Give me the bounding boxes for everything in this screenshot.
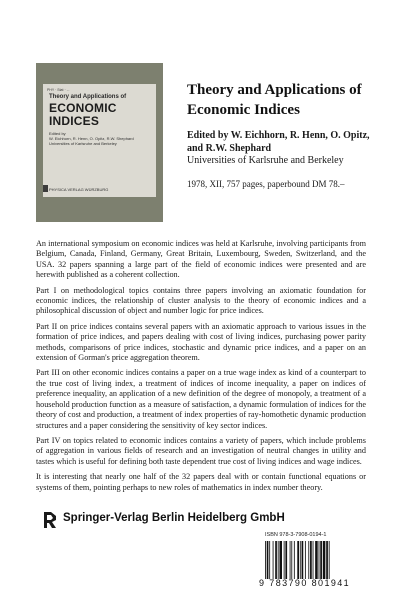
barcode-bar <box>291 541 292 579</box>
barcode-bar <box>305 541 306 579</box>
barcode-bar <box>315 541 318 579</box>
barcode <box>263 541 373 579</box>
barcode-bar <box>329 541 330 579</box>
barcode-bar <box>279 541 282 579</box>
cover-big-title <box>49 102 117 128</box>
publisher-name: Springer-Verlag Berlin Heidelberg GmbH <box>63 512 285 524</box>
barcode-bar <box>278 541 279 579</box>
book-title: Theory and Applications of Economic Indices <box>187 82 362 118</box>
barcode-bar <box>267 541 269 579</box>
description-paragraph: It is interesting that nearly one half of the 32 papers deal with or contain functional equations or systems of them, pointing perhaps to new roles of mathematics in index number theory. <box>36 472 366 492</box>
barcode-bar <box>273 541 274 579</box>
cover-editors: Edited by W. Eichhorn, R. Henn, O. Opitz, R.W. Shephard Universities of Karlsruhe and Berkeley <box>49 131 134 146</box>
barcode-bar <box>285 541 287 579</box>
barcode-bar <box>300 541 301 579</box>
barcode-bar <box>319 541 320 579</box>
cover-thumbnail-panel <box>43 84 156 197</box>
barcode-bar <box>294 541 295 579</box>
book-affiliation: Universities of Karlsruhe and Berkeley <box>187 155 344 166</box>
barcode-bar <box>290 541 291 579</box>
book-pub-info: 1978, XII, 757 pages, paperbound DM 78.– <box>187 179 345 189</box>
barcode-bar <box>297 541 299 579</box>
barcode-bar <box>308 541 309 579</box>
barcode-bar <box>302 541 304 579</box>
barcode-bar <box>269 541 270 579</box>
cover-big-title-line2: INDICES <box>49 114 100 128</box>
description-paragraph: Part I on methodological topics contains three papers involving an axiomatic foundation for economic indices, the relationship of cluster analysis to the theory of economic indices and a philosophical discussion of object and number logic for price indices. <box>36 285 366 316</box>
barcode-bar <box>323 541 326 579</box>
isbn-label: ISBN 978-3-7908-0194-1 <box>265 532 327 538</box>
book-editors: Edited by W. Eichhorn, R. Henn, O. Opitz, and R.W. Shephard <box>187 130 370 154</box>
barcode-bar <box>326 541 328 579</box>
barcode-bar <box>275 541 277 579</box>
barcode-bar <box>284 541 285 579</box>
barcode-bar <box>320 541 322 579</box>
description-paragraph: Part II on price indices contains several papers with an axiomatic approach to various issues in the formation of price indices, and papers dealing with cost of living indices, purchasing power parity methods, comparisons of price indices, stochastic and dynamic price indices, and a paper on an extension of Gorman's price aggregation theorem. <box>36 321 366 363</box>
description-paragraph: Part IV on topics related to economic indices contains a variety of papers, which include problems of aggregation in various fields of research and an investigation of neutral changes in utility and tastes which is useful for defining both taste dependent true cost of living indices and wage indices. <box>36 435 366 466</box>
barcode-bar <box>265 541 266 579</box>
cover-thumbnail <box>36 63 163 222</box>
barcode-bar <box>310 541 312 579</box>
description-paragraph: An international symposium on economic indices was held at Karlsruhe, involving participants from Belgium, Canada, Finland, Germany, Great Britain, Luxembourg, Sweden, Switzerland, and the USA. 32 papers spanning a large part of the field of economic indices were presented and are herewith published as a coherent collection. <box>36 239 366 280</box>
description-paragraph: Part III on other economic indices contains a paper on a true wage index as kind of a counterpart to the true cost of living index, a treatment of indices of income inequality, a paper on indices of preference inequality, an application of a new definition of the degree of monopoly, a treatment of a household production function as a measure of satisfaction, a dynamic formulation of indices for the theory of cost and production, a treatment of index properties of ray-homothetic dynamic production structures and a paper considering the sensitivity of key sector indices. <box>36 368 366 430</box>
cover-title: Theory and Applications of <box>49 94 127 100</box>
cover-publisher: PHYSICA VERLAG WÜRZBURG <box>49 187 109 192</box>
springer-horse-icon <box>42 510 60 530</box>
barcode-number: 9 783790 801941 <box>259 578 351 588</box>
cover-big-title-line1: ECONOMIC <box>49 101 117 115</box>
cover-series-code: PHY · Stat · ... <box>47 88 70 92</box>
cover-publisher-logo-icon <box>43 185 48 192</box>
barcode-bar <box>313 541 314 579</box>
description-text <box>36 239 366 498</box>
